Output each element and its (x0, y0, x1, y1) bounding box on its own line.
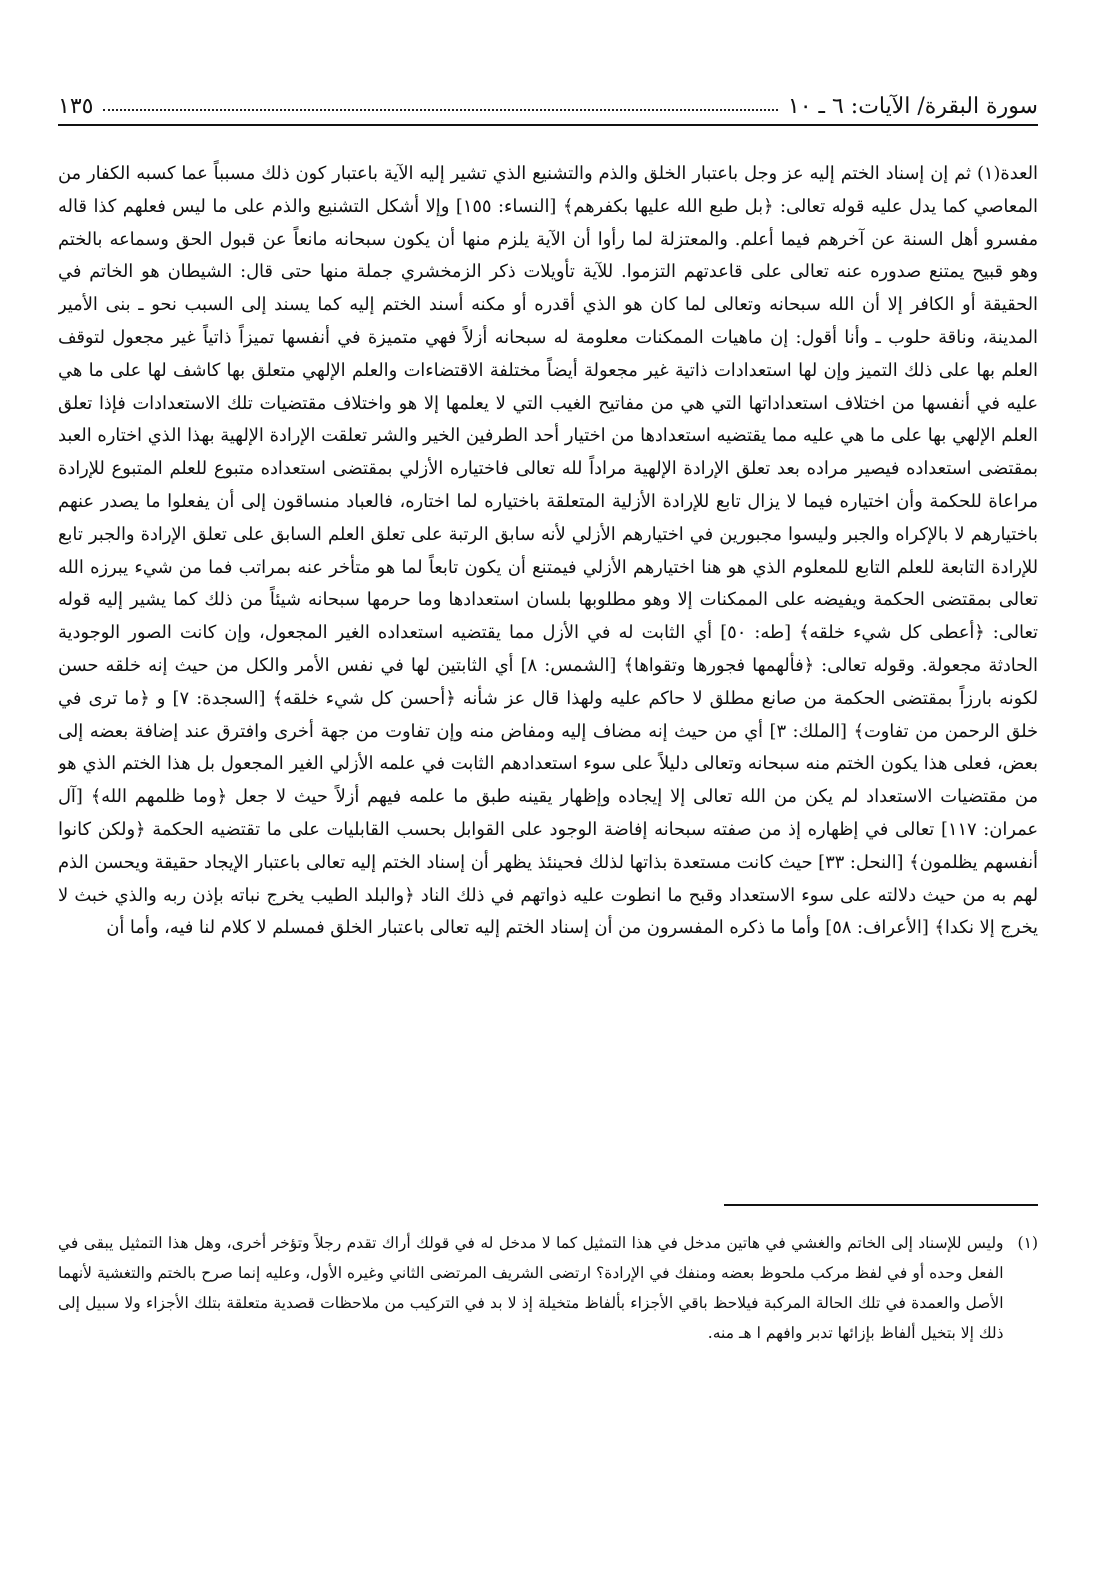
chapter-title: سورة البقرة/ الآيات: ٦ ـ ١٠ (787, 93, 1038, 119)
footnote-item (58, 1228, 1038, 1348)
footnote-marker: (١) (1017, 1234, 1038, 1252)
footnote-text: وليس للإسناد إلى الخاتم والغشي في هاتين مدخل في هذا التمثيل كما لا مدخل له في قولك أراك تقدم رجلاً وتؤخر أخرى، وهل هذا التمثيل يبقى في الفعل وحده أو في لفظ مركب ملحوظ بعضه ومنفك في الإرادة؟ ارتضى الشريف المرتضى الثاني وغيره الأول، وعليه إنما صرح بالختم والتغشية لأنهما الأصل والعمدة في تلك الحالة المركبة فيلاحظ باقي الأجزاء بألفاظ متخيلة إذ لا بد في التركيب من ملاحظات قصدية متعلقة بتلك الأجزاء ولا سبيل إلى ذلك إلا بتخيل ألفاظ بإزائها تدبر وافهم ا هـ منه. (58, 1234, 1004, 1342)
main-text (58, 158, 1038, 1158)
book-page (58, 78, 1038, 1518)
leader-dots (103, 108, 777, 111)
footnotes (58, 1228, 1038, 1438)
footnote-separator (724, 1204, 1038, 1206)
body-paragraph: العدة(١) ثم إن إسناد الختم إليه عز وجل باعتبار الخلق والذم والتشنيع الذي تشير إليه الآية باعتبار كون ذلك مسبباً عما كسبه الكفار من المعاصي كما يدل عليه قوله تعالى: ﴿بل طبع الله عليها بكفرهم﴾ [النساء: ١٥٥] وإلا أشكل التشنيع والذم على ما ليس فعلهم كذا قاله مفسرو أهل السنة عن آخرهم فيما أعلم. والمعتزلة لما رأوا أن الآية يلزم منها أن يكون سبحانه مانعاً عن قبول الحق وسماعه بالختم وهو قبيح يمتنع صدوره عنه تعالى على قاعدتهم التزموا. للآية تأويلات ذكر الزمخشري جملة منها حتى قال: الشيطان هو الخاتم في الحقيقة أو الكافر إلا أن الله سبحانه وتعالى لما كان هو الذي أقدره أو مكنه أسند الختم إليه كما يسند إلى السبب نحو ـ بنى الأمير المدينة، وناقة حلوب ـ وأنا أقول: إن ماهيات الممكنات معلومة له سبحانه أزلاً فهي متميزة في أنفسها تميزاً ذاتياً غير مجعول لتوقف العلم بها على ذلك التميز وإن لها استعدادات ذاتية غير مجعولة أيضاً مختلفة الاقتضاءات والعلم الإلهي متعلق بها كاشف لها على ما هي عليه في أنفسها من اختلاف استعداداتها التي هي من مفاتيح الغيب التي لا يعلمها إلا هو واختلاف مقتضيات تلك الاستعدادات فإذا تعلق العلم الإلهي بها على ما هي عليه مما يقتضيه استعدادها من اختيار أحد الطرفين الخير والشر تعلقت الإرادة الإلهية بهذا الذي اختاره العبد بمقتضى استعداده فيصير مراده بعد تعلق الإرادة الإلهية مراداً لله تعالى فاختياره الأزلي بمقتضى استعداده متبوع للعلم المتبوع للإرادة مراعاة للحكمة وأن اختياره فيما لا يزال تابع للإرادة الأزلية المتعلقة باختياره لما اختاره، فالعباد منساقون إلى أن يفعلوا ما يصدر عنهم باختيارهم لا بالإكراه والجبر وليسوا مجبورين في اختيارهم الأزلي لأنه سابق الرتبة على تعلق العلم السابق على تعلق الإرادة والجبر تابع للإرادة التابعة للعلم التابع للمعلوم الذي هو هنا اختيارهم الأزلي فيمتنع أن يكون تابعاً لما هو متأخر عنه بمراتب فما من شيء يبرزه الله تعالى بمقتضى الحكمة ويفيضه على الممكنات إلا وهو مطلوبها بلسان استعدادها وما حرمها سبحانه شيئاً من ذلك كما يشير إليه قوله تعالى: ﴿أعطى كل شيء خلقه﴾ [طه: ٥٠] أي الثابت له في الأزل مما يقتضيه استعداده الغير المجعول، وإن كانت الصور الوجودية الحادثة مجعولة. وقوله تعالى: ﴿فألهمها فجورها وتقواها﴾ [الشمس: ٨] أي الثابتين لها في نفس الأمر والكل من حيث إنه خلقه حسن لكونه بارزاً بمقتضى الحكمة من صانع مطلق لا حاكم عليه ولهذا قال عز شأنه ﴿أحسن كل شيء خلقه﴾ [السجدة: ٧] و ﴿ما ترى في خلق الرحمن من تفاوت﴾ [الملك: ٣] أي من حيث إنه مضاف إليه ومفاض منه وإن تفاوت من جهة أخرى وافترق عند إضافة بعضه إلى بعض، فعلى هذا يكون الختم منه سبحانه وتعالى دليلاً على سوء استعدادهم الثابت في علمه الأزلي الغير المجعول بل هذا الختم الذي هو من مقتضيات الاستعداد لم يكن من الله تعالى إلا إيجاده وإظهار يقينه طبق ما علمه فيهم أزلاً حيث لا جعل ﴿وما ظلمهم الله﴾ [آل عمران: ١١٧] تعالى في إظهاره إذ من صفته سبحانه إفاضة الوجود على القوابل بحسب القابليات على ما تقتضيه الحكمة ﴿ولكن كانوا أنفسهم يظلمون﴾ [النحل: ٣٣] حيث كانت مستعدة بذاتها لذلك فحينئذ يظهر أن إسناد الختم إليه تعالى باعتبار الإيجاد حقيقة ويحسن الذم لهم به من حيث دلالته على سوء الاستعداد وقبح ما انطوت عليه ذواتهم في ذلك الناد ﴿والبلد الطيب يخرج نباته بإذن ربه والذي خبث لا يخرج إلا نكدا﴾ [الأعراف: ٥٨] وأما ما ذكره المفسرون من أن إسناد الختم إليه تعالى باعتبار الخلق فمسلم لا كلام لنا فيه، وأما أن (58, 163, 1038, 939)
page-number: ١٣٥ (58, 93, 94, 119)
running-header (58, 88, 1038, 126)
